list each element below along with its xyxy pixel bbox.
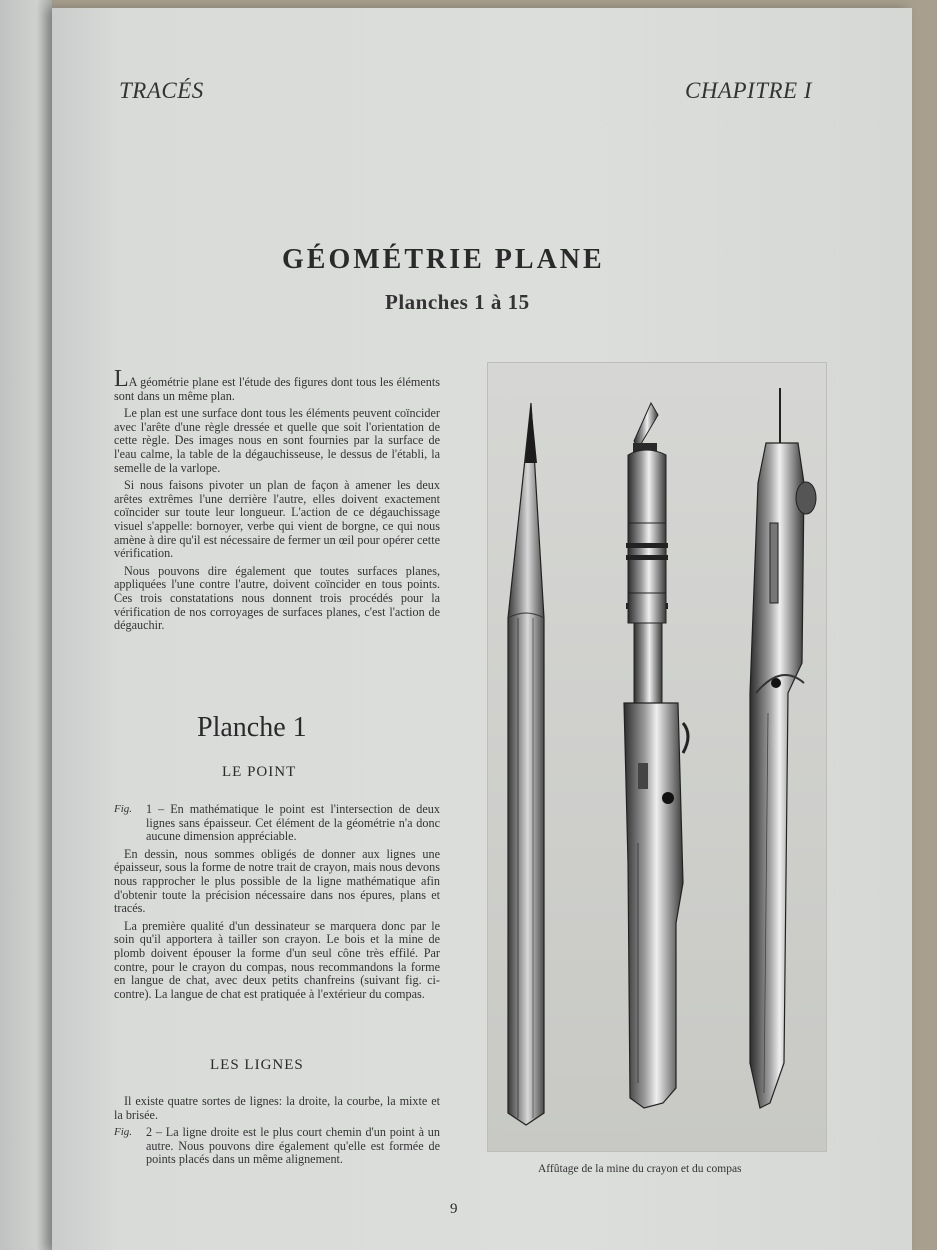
intro-paragraph-4: Nous pouvons dire également que toutes surfaces planes, appliquées l'une contre l'autre, doivent coïncider en tous points. Ces trois constatations nous donnent trois procédés pour la vérification de nos corroyages de surfaces planes, c'est l'action de dégauchir. [114,563,440,633]
pencil-drawing [508,403,544,1125]
fig-1-text: 1 – En mathématique le point est l'intersection de deux lignes sans épaisseur. Cet élément de la géométrie n'a donc aucune dimension appréciable. [146,802,440,844]
fig-1-entry [114,803,440,844]
compass-needle-leg-drawing [750,388,816,1108]
compass-lead-holder-drawing [624,403,688,1108]
fig-2-entry [114,1126,440,1167]
page-title: GÉOMÉTRIE PLANE [282,244,605,275]
section-heading-lignes: LES LIGNES [210,1057,304,1073]
intro-text [114,366,440,637]
pencil-compass-illustration [488,363,826,1151]
lignes-text [114,1095,440,1171]
pencil-compass-photo [487,362,827,1152]
page-number: 9 [450,1201,458,1217]
point-text [114,803,440,1005]
facing-page-edge [0,0,52,1250]
point-paragraph-2: En dessin, nous sommes obligés de donner aux lignes une épaisseur, sous la forme de notre trait de crayon, mais nous devons nous rapprocher le plus possible de la ligne mathématique afin d'obtenir toute la précision nécessaire dans nos épures, plans et tracés. [114,846,440,916]
book-page [52,8,912,1250]
figure-caption: Affûtage de la mine du crayon et du compas [538,1163,742,1175]
running-head-left: TRACÉS [119,78,204,103]
running-head-right: CHAPITRE I [684,78,812,103]
intro-paragraph-2: Le plan est une surface dont tous les éléments peuvent coïncider avec l'arête d'une règle dressée et quelle que soit l'orientation de cette règle. Des images nous en sont fournies par la surface de l'eau calme, la table de la dégauchisseuse, le dessus de l'établi, la semelle de la varlope. [114,406,440,475]
fig-2-text: 2 – La ligne droite est le plus court chemin d'un point à un autre. Nous pouvons dire également qu'elle est formée de points placés dans un même alignement. [146,1125,440,1167]
intro-paragraph-3: Si nous faisons pivoter un plan de façon à amener les deux arêtes extrêmes l'une derrière l'autre, elles doivent exactement coïncider sur toute leur longueur. L'action de ce dégauchissage visuel s'appelle: bornoyer, verbe qui vient de borgne, ce qui nous amène à dire qu'il est nécessaire de fermer un œil pour opérer cette vérification. [114,478,440,561]
page-subtitle: Planches 1 à 15 [385,290,530,314]
drop-cap: L [114,366,129,392]
point-paragraph-3: La première qualité d'un dessinateur se marquera donc par le soin qu'il apportera à tailler son crayon. Le bois et la mine de plomb doivent épouser la forme d'un seul cône très effilé. Par contre, pour le crayon du compas, nous recommandons la forme en langue de chat, avec deux petits chanfreins (suivant fig. ci-contre). La langue de chat est pratiquée à l'extérieur du compas. [114,918,440,1001]
fig-label: Fig. [114,1126,133,1139]
lignes-paragraph-1: Il existe quatre sortes de lignes: la droite, la courbe, la mixte et la brisée. [114,1094,440,1122]
intro-paragraph-1: LA géométrie plane est l'étude des figures dont tous les éléments sont dans un même plan. [114,366,440,403]
fig-label: Fig. [114,803,133,815]
planche-heading: Planche 1 [197,712,307,743]
section-heading-point: LE POINT [222,764,297,780]
